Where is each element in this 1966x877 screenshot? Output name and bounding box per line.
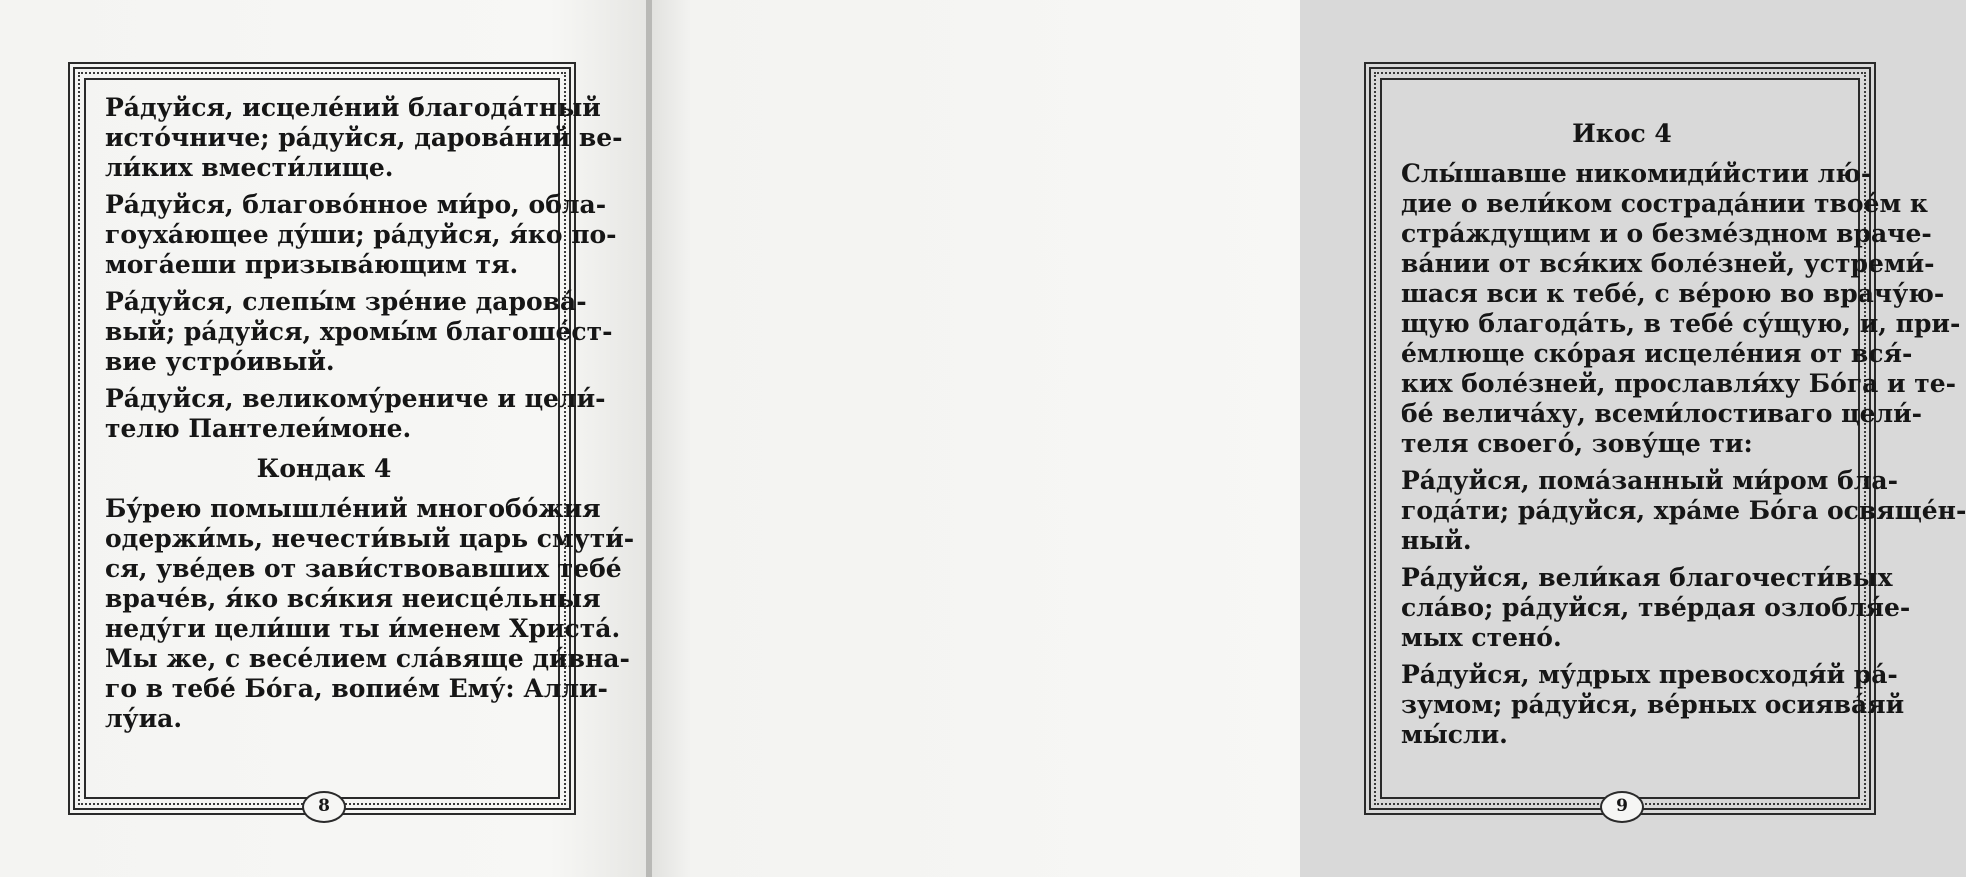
left-page-frame — [68, 62, 635, 816]
text-line: дие о вели́ком сострада́нии твое́м к — [1401, 189, 1928, 218]
text-line: сла́во; ра́дуйся, тве́рдая озлобля́е- — [1401, 593, 1911, 622]
right-page — [652, 0, 1966, 877]
paragraph — [1401, 466, 1966, 556]
text-line: Бу́рею помышле́ний многобо́жия — [105, 494, 601, 523]
text-line: бе́ велича́ху, всеми́лостиваго цели́- — [1401, 399, 1923, 428]
text-line: мых стено́. — [1401, 623, 1562, 652]
section-heading: Икос 4 — [1572, 119, 1672, 148]
text-line: ся, уве́дев от зави́ствовавших тебе́ — [105, 554, 622, 583]
text-line: мы́сли. — [1401, 720, 1508, 749]
text-line: шася вси к тебе́, с ве́рою во врачу́ю- — [1401, 279, 1945, 308]
text-line: Ра́дуйся, слепы́м зре́ние дарова́- — [105, 287, 587, 316]
text-line: щую благода́ть, в тебе́ су́щую, и, при- — [1401, 309, 1961, 338]
paragraph — [105, 287, 613, 377]
text-line: лу́иа. — [105, 704, 183, 733]
text-line: Ра́дуйся, благово́нное ми́ро, обла- — [105, 190, 607, 219]
text-line: ва́нии от вся́ких боле́зней, устреми́- — [1401, 249, 1935, 278]
page-number: 9 — [1600, 791, 1644, 823]
text-line: исто́чниче; ра́дуйся, дарова́ний ве- — [105, 123, 623, 152]
paragraph — [1401, 159, 1961, 459]
text-line: телю Пантелеи́моне. — [105, 414, 412, 443]
paragraph — [105, 494, 635, 734]
text-line: вый; ра́дуйся, хромы́м благоше́ст- — [105, 317, 613, 346]
text-line: враче́в, я́ко вся́кия неисце́льныя — [105, 584, 601, 613]
text-line: неду́ги цели́ши ты и́менем Христа́. — [105, 614, 621, 643]
left-page — [0, 0, 648, 877]
text-line: одержи́мь, нечести́вый царь смути́- — [105, 524, 635, 553]
paragraph — [1401, 660, 1905, 750]
text-line: теля своего́, зову́ще ти: — [1401, 429, 1753, 458]
text-line: Ра́дуйся, пома́занный ми́ром бла- — [1401, 466, 1898, 495]
text-line: Ра́дуйся, великому́рениче и цели́- — [105, 384, 606, 413]
text-line: Ра́дуйся, вели́кая благочести́вых — [1401, 563, 1893, 592]
text-line: гоуха́ющее ду́ши; ра́дуйся, я́ко по- — [105, 220, 617, 249]
text-line: зумом; ра́дуйся, ве́рных осиява́яй — [1401, 690, 1905, 719]
text-line: ких боле́зней, прославля́ху Бо́га и те- — [1401, 369, 1957, 398]
paragraph — [105, 190, 617, 280]
left-page-text — [105, 93, 635, 741]
text-line: Слы́шавше никомиди́йстии лю́- — [1401, 159, 1872, 188]
text-line: ли́ких вмести́лище. — [105, 153, 394, 182]
text-line: Ра́дуйся, исцеле́ний благода́тный — [105, 93, 601, 122]
text-line: стра́ждущим и о безме́здном враче- — [1401, 219, 1932, 248]
text-line: Мы же, с весе́лием сла́вяще ди́вна- — [105, 644, 630, 673]
right-page-frame — [1364, 62, 1966, 816]
text-line: мога́еши призыва́ющим тя. — [105, 250, 519, 279]
text-line: года́ти; ра́дуйся, хра́ме Бо́га освяще́н- — [1401, 496, 1966, 525]
section-heading: Кондак 4 — [256, 454, 392, 483]
text-line: ный. — [1401, 526, 1472, 555]
text-line: е́млюще ско́рая исцеле́ния от вся́- — [1401, 339, 1913, 368]
text-line: Ра́дуйся, му́дрых превосходя́й ра́- — [1401, 660, 1898, 689]
text-line: го в тебе́ Бо́га, вопие́м Ему́: Алли- — [105, 674, 608, 703]
paragraph — [105, 93, 623, 183]
text-line: вие устро́ивый. — [105, 347, 335, 376]
paragraph — [1401, 563, 1911, 653]
right-page-text — [1401, 119, 1966, 757]
paragraph — [105, 384, 606, 444]
page-number: 8 — [302, 791, 346, 823]
